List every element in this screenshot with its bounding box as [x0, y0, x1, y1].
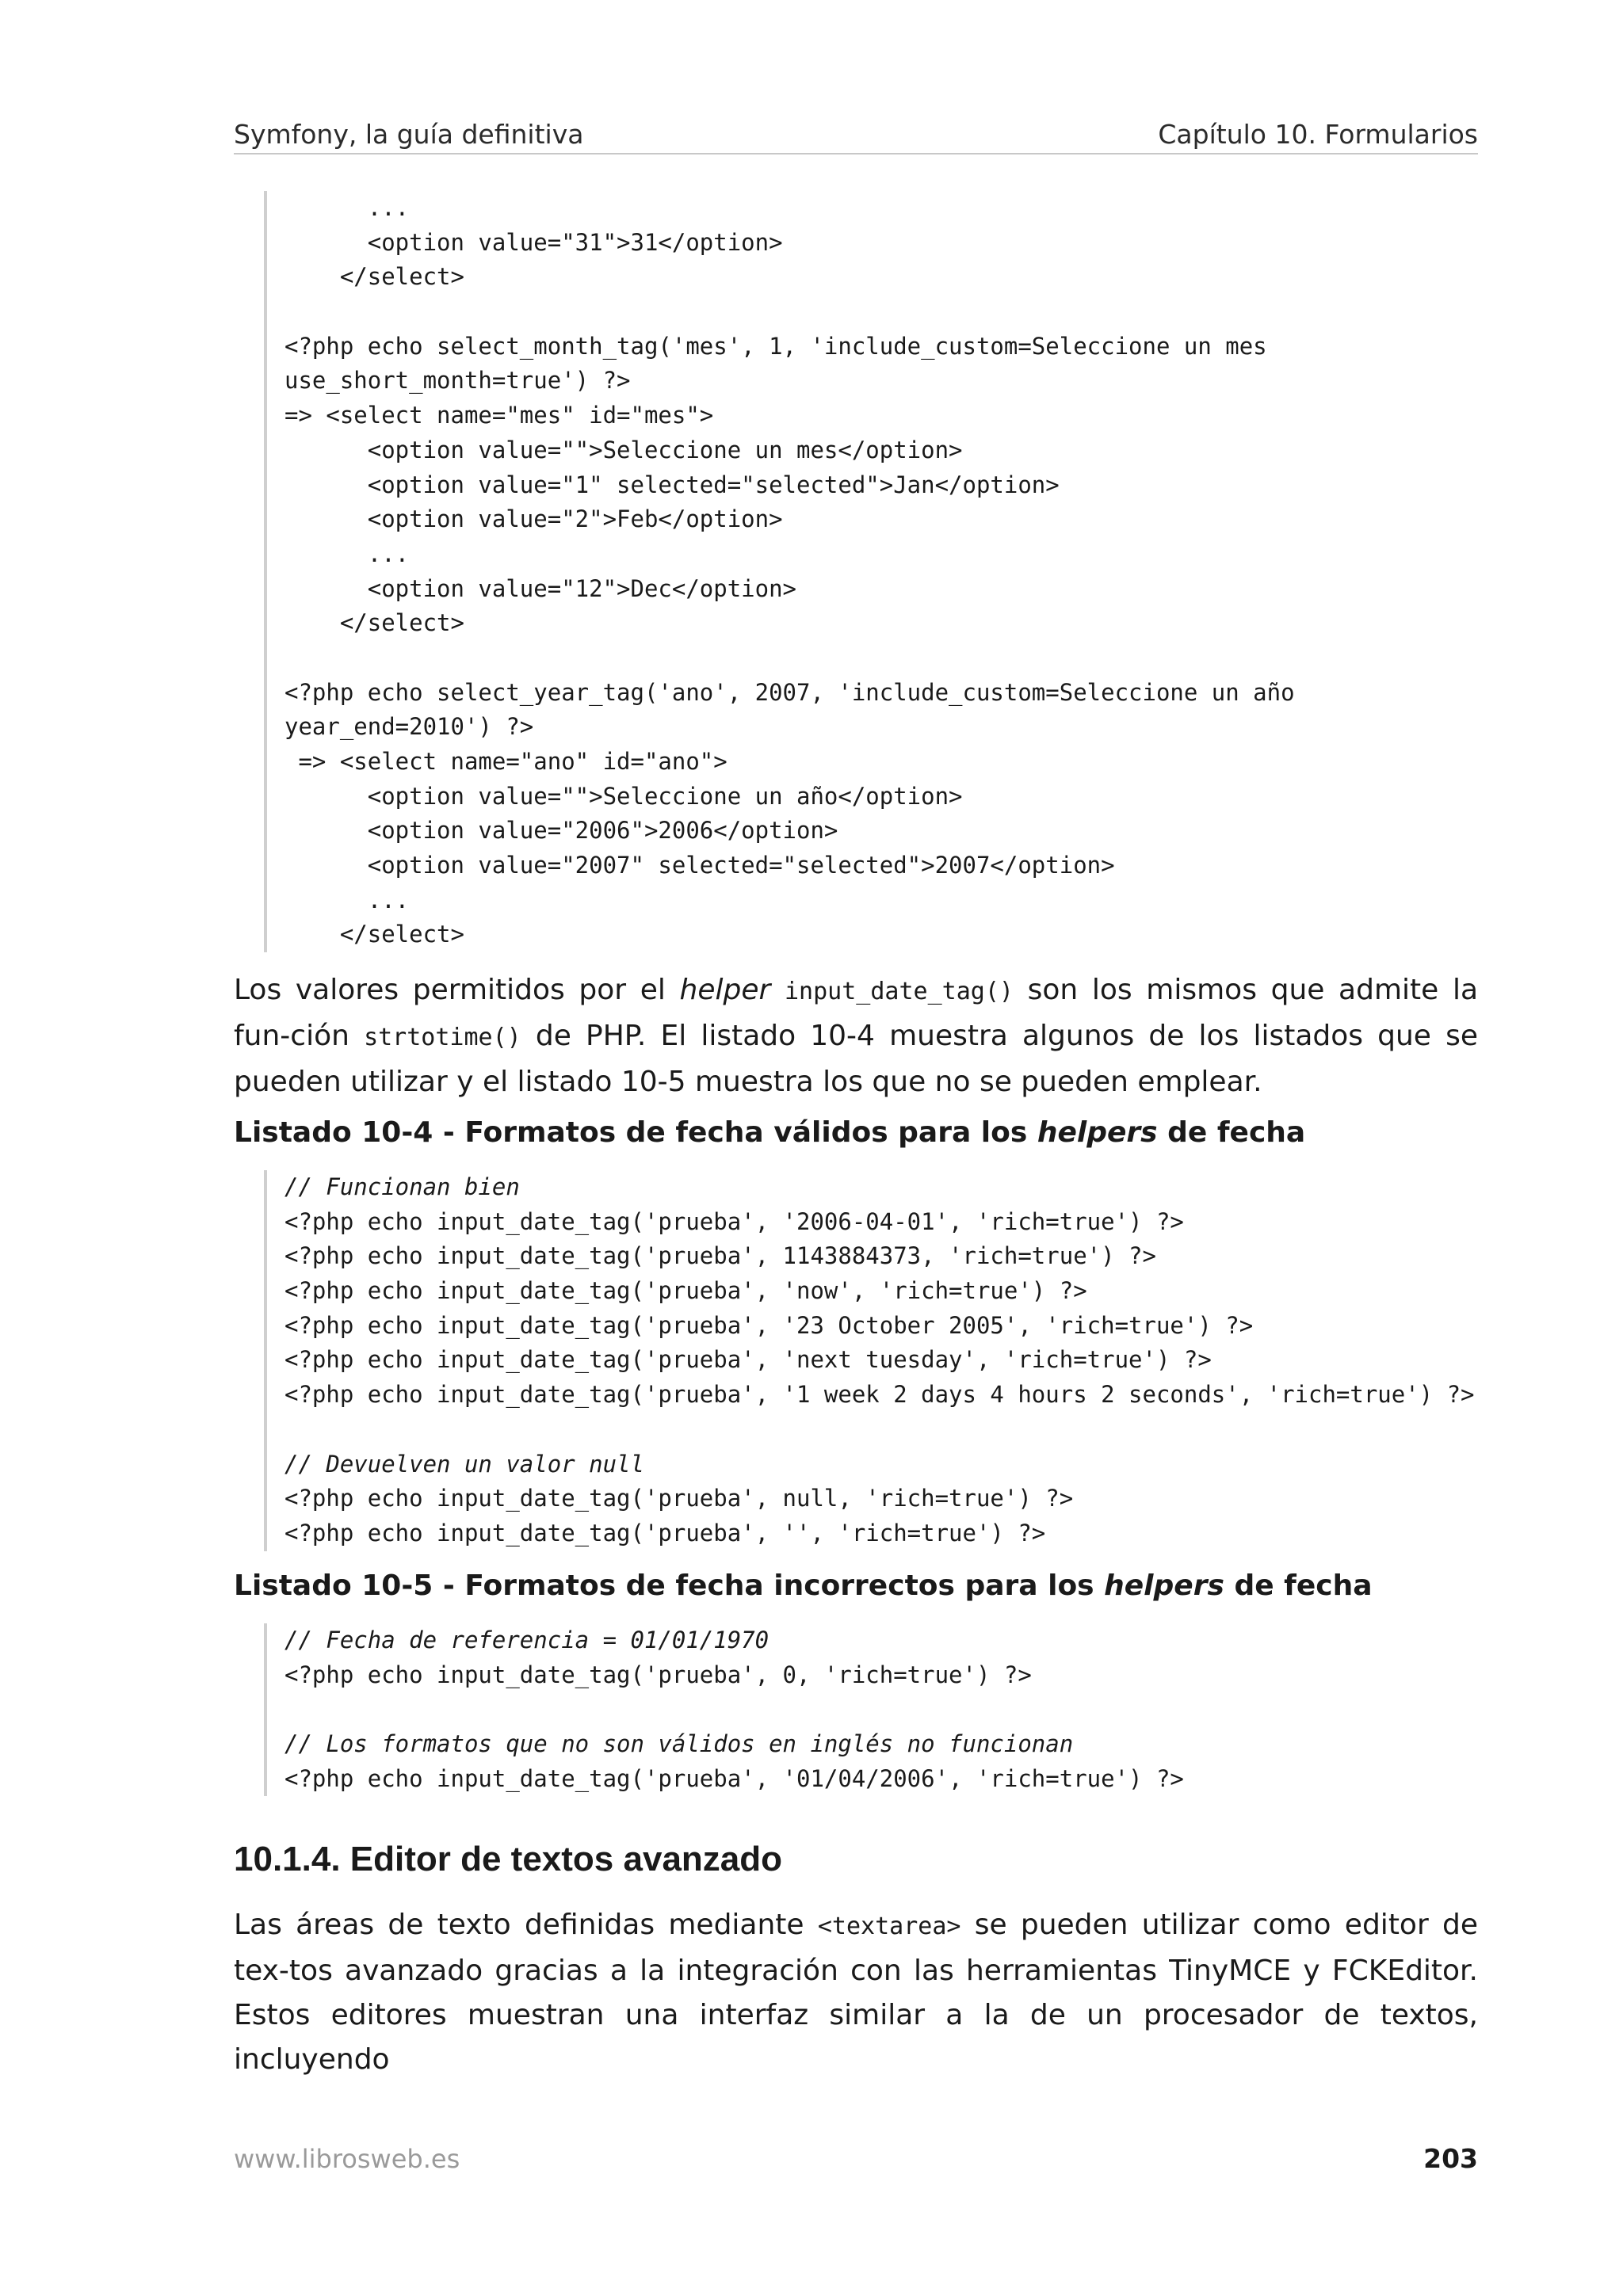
code-line: <option value="1" selected="selected">Jan</option>: [285, 471, 1060, 498]
code-line: </select>: [285, 921, 464, 948]
code-block-invalid-dates: [264, 1623, 1499, 1796]
code-line: // Los formatos que no son válidos en inglés no funcionan: [285, 1730, 1074, 1758]
code-line: // Funcionan bien: [285, 1173, 520, 1200]
listing-10-4-caption: Listado 10-4 - Formatos de fecha válidos para los helpers de fecha: [234, 1116, 1306, 1149]
code-line: <?php echo input_date_tag('prueba', 'now', 'rich=true') ?>: [285, 1277, 1087, 1305]
code-line: [285, 1413, 1499, 1447]
chapter-title: Capítulo 10. Formularios: [1158, 119, 1478, 150]
running-header: [234, 119, 1478, 154]
code-line: <option value="2006">2006</option>: [285, 817, 838, 845]
code-line: <?php echo input_date_tag('prueba', 0, 'rich=true') ?>: [285, 1661, 1032, 1688]
code-line: <?php echo input_date_tag('prueba', '2006-04-01', 'rich=true') ?>: [285, 1207, 1184, 1235]
code-line: ...: [285, 886, 410, 913]
code-line: <?php echo select_month_tag('mes', 1, 'include_custom=Seleccione un mes: [285, 332, 1267, 360]
code-line: => <select name="ano" id="ano">: [285, 748, 727, 775]
paragraph-input-date-tag: Los valores permitidos por el helper input_date_tag() son los mismos que admite la fun-ción strtotime() de PHP. El listado 10-4 muestra algunos de los listados que se pueden utilizar y el listado 10-5 muestra los que no se pueden emplear.: [234, 974, 1479, 1098]
code-block-valid-dates: [264, 1170, 1499, 1551]
code-line: <option value="2007" selected="selected">2007</option>: [285, 852, 1115, 879]
code-line: ...: [285, 540, 410, 567]
code-line: <?php echo input_date_tag('prueba', 1143884373, 'rich=true') ?>: [285, 1242, 1156, 1270]
code-line: <?php echo input_date_tag('prueba', null, 'rich=true') ?>: [285, 1485, 1074, 1512]
code-line: <option value="">Seleccione un año</option>: [285, 782, 963, 810]
code-line: </select>: [285, 263, 464, 291]
listing-10-5-caption: Listado 10-5 - Formatos de fecha incorrectos para los helpers de fecha: [234, 1569, 1373, 1602]
paragraph-rich-text-editor: Las áreas de texto definidas mediante <textarea> se pueden utilizar como editor de tex-tos avanzado gracias a la integración con las herramientas TinyMCE y FCKEditor. Estos editores muestran una interfaz similar a la de un procesador de textos, incluyendo: [234, 1909, 1478, 2076]
code-line: <option value="12">Dec</option>: [285, 574, 797, 602]
code-line: [285, 295, 1499, 330]
code-line: <?php echo input_date_tag('prueba', '1 week 2 days 4 hours 2 seconds', 'rich=true') ?>: [285, 1381, 1475, 1409]
code-line: ...: [285, 194, 410, 221]
code-line: <?php echo input_date_tag('prueba', '23 October 2005', 'rich=true') ?>: [285, 1311, 1254, 1339]
code-line: // Fecha de referencia = 01/01/1970: [285, 1627, 769, 1653]
code-block-select-tags: [264, 191, 1499, 952]
code-line: <?php echo input_date_tag('prueba', 'next tuesday', 'rich=true') ?>: [285, 1346, 1212, 1374]
code-line: <option value="31">31</option>: [285, 228, 783, 256]
book-title: Symfony, la guía definitiva: [234, 119, 584, 150]
code-line: <?php echo input_date_tag('prueba', '01/04/2006', 'rich=true') ?>: [285, 1764, 1184, 1792]
code-line: [285, 1692, 1499, 1727]
code-line: <option value="2">Feb</option>: [285, 505, 783, 533]
code-line: // Devuelven un valor null: [285, 1450, 644, 1478]
code-line: <?php echo input_date_tag('prueba', '', 'rich=true') ?>: [285, 1519, 1046, 1547]
page-footer: [234, 2143, 1478, 2174]
code-line: [285, 641, 1499, 676]
code-line: <option value="">Seleccione un mes</option>: [285, 436, 963, 463]
code-line: <?php echo select_year_tag('ano', 2007, 'include_custom=Seleccione un año: [285, 678, 1295, 706]
code-line: </select>: [285, 609, 464, 637]
code-line: year_end=2010') ?>: [285, 713, 534, 741]
code-line: => <select name="mes" id="mes">: [285, 402, 714, 429]
section-title: 10.1.4. Editor de textos avanzado: [234, 1840, 783, 1878]
page-number: 203: [1423, 2143, 1478, 2174]
site-url: www.librosweb.es: [234, 2144, 460, 2174]
code-line: use_short_month=true') ?>: [285, 367, 631, 395]
